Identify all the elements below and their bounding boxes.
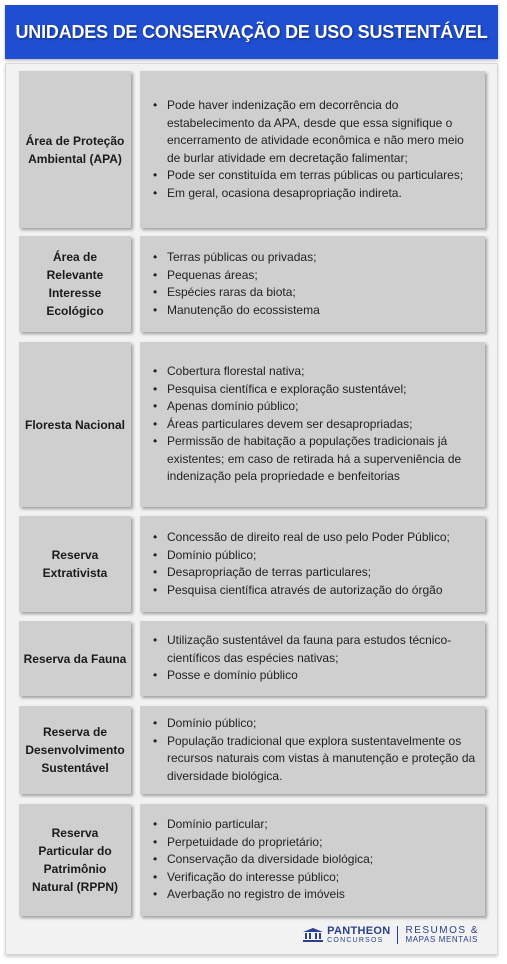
- row-reserva-extrativista: [19, 516, 489, 612]
- list-item: • Domínio público;: [152, 715, 477, 733]
- bullet-list: [152, 816, 477, 904]
- row-label-box: [19, 71, 131, 228]
- row-content-box: [140, 621, 485, 696]
- row-content-box: [140, 71, 485, 228]
- row-content-box: [140, 342, 485, 507]
- list-item: • Pequenas áreas;: [152, 267, 477, 285]
- list-item: • Apenas domínio público;: [152, 398, 477, 416]
- row-label: Floresta Nacional: [24, 417, 126, 432]
- list-item: • Verificação do interesse público;: [152, 869, 477, 887]
- brand-divider: [397, 926, 398, 944]
- list-item: • Pode ser constituída em terras públicas ou particulares;: [152, 167, 477, 185]
- brand-subtitle: CONCURSOS: [327, 937, 384, 944]
- brand-tagline: [405, 926, 479, 944]
- list-item: • Permissão de habitação a populações tradicionais já existentes; em caso de retirada há a superveniência de indenização pela propriedade e benfeitorias: [152, 433, 477, 486]
- brand-tag-line1: RESUMOS &: [405, 925, 479, 936]
- list-item: • Concessão de direito real de uso pelo Poder Público;: [152, 529, 477, 547]
- bullet-list: [152, 529, 477, 599]
- header-banner: [5, 5, 498, 59]
- row-label: Reserva da Fauna: [23, 651, 127, 666]
- bullet-list: [152, 97, 477, 202]
- row-reserva-fauna: [19, 621, 489, 696]
- row-floresta-nacional: [19, 342, 489, 507]
- bullet-list: [152, 715, 477, 785]
- list-item: • Domínio público;: [152, 547, 477, 565]
- row-content-box: [140, 804, 485, 916]
- brand-title: PANTHEON: [327, 925, 391, 937]
- row-label-box: [19, 621, 131, 696]
- list-item: • Posse e domínio público: [152, 667, 477, 685]
- row-label-box: [19, 706, 131, 794]
- list-item: • Utilização sustentável da fauna para estudos técnico-científicos das espécies nativas;: [152, 632, 477, 667]
- page-title: UNIDADES DE CONSERVAÇÃO DE USO SUSTENTÁVEL: [15, 21, 488, 42]
- list-item: • Manutenção do ecossistema: [152, 302, 477, 320]
- row-content-box: [140, 706, 485, 794]
- list-item: • População tradicional que explora sustentavelmente os recursos naturais com vistas à manutenção e proteção da diversidade biológica.: [152, 733, 477, 786]
- list-item: • Averbação no registro de imóveis: [152, 886, 477, 904]
- list-item: • Conservação da diversidade biológica;: [152, 851, 477, 869]
- list-item: • Perpetuidade do proprietário;: [152, 834, 477, 852]
- list-item: • Espécies raras da biota;: [152, 284, 477, 302]
- bullet-list: [152, 363, 477, 486]
- row-label-box: [19, 342, 131, 507]
- list-item: • Pesquisa científica e exploração sustentável;: [152, 381, 477, 399]
- list-item: • Terras públicas ou privadas;: [152, 249, 477, 267]
- row-label-box: [19, 236, 131, 332]
- content-board: [5, 63, 498, 955]
- row-label-box: [19, 804, 131, 916]
- row-apa: [19, 71, 489, 228]
- list-item: • Pesquisa científica através de autorização do órgão: [152, 582, 477, 600]
- row-arie: [19, 236, 489, 332]
- row-label: Reserva de Desenvolvimento Sustentável: [25, 725, 125, 775]
- brand-name: [327, 926, 390, 944]
- list-item: • Domínio particular;: [152, 816, 477, 834]
- row-content-box: [140, 236, 485, 332]
- bullet-list: [152, 632, 477, 685]
- pantheon-temple-icon: [303, 928, 323, 942]
- row-label: Reserva Extrativista: [42, 548, 108, 580]
- brand-logo: [303, 926, 479, 944]
- row-rds: [19, 706, 489, 794]
- bullet-list: [152, 249, 477, 319]
- brand-tag-line2: MAPAS MENTAIS: [405, 935, 478, 944]
- row-label: Reserva Particular do Patrimônio Natural (RPPN): [31, 826, 118, 894]
- list-item: • Pode haver indenização em decorrência do estabelecimento da APA, desde que essa signifique o encerramento de atividade econômica e não mero meio de burlar atividade em decretação falimentar;: [152, 97, 477, 167]
- list-item: • Em geral, ocasiona desapropriação indireta.: [152, 185, 477, 203]
- row-rppn: [19, 804, 489, 916]
- row-label: Área de Proteção Ambiental (APA): [25, 133, 125, 166]
- list-item: • Cobertura florestal nativa;: [152, 363, 477, 381]
- row-content-box: [140, 516, 485, 612]
- list-item: • Áreas particulares devem ser desapropriadas;: [152, 416, 477, 434]
- list-item: • Desapropriação de terras particulares;: [152, 564, 477, 582]
- row-label: Área de Relevante Interesse Ecológico: [46, 250, 104, 318]
- row-label-box: [19, 516, 131, 612]
